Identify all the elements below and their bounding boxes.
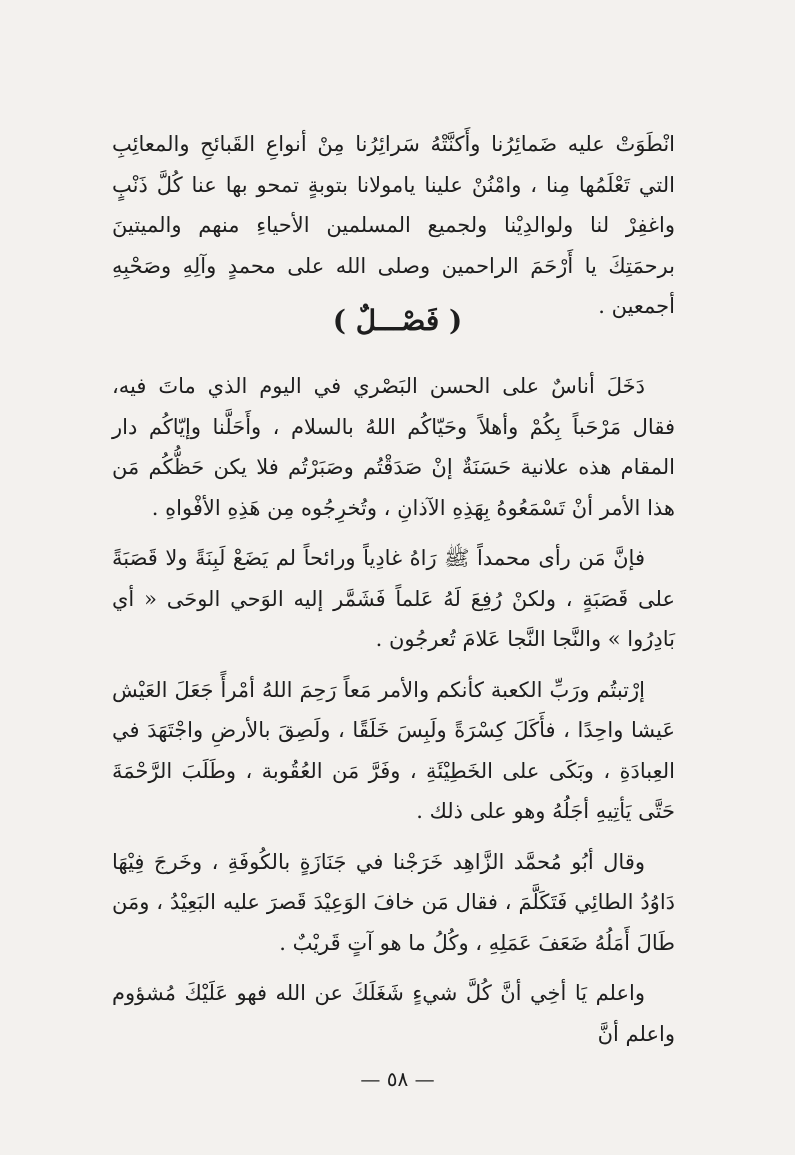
paragraph-closing-line: واعلم يَا أخِي أنَّ كُلَّ شيءٍ شَغَلَكَ عن الله فهو عَلَيْكَ مُشؤوم واعلم أنَّ [112,981,675,1046]
main-text-block [112,366,675,1054]
paragraph-hasan-basri: دَخَلَ أناسٌ على الحسن البَصْري في اليوم الذي ماتَ فيه، فقال مَرْحَباً بِكُمْ وأهلاً وحَيّاكُم اللهُ بالسلام ، وأَحَلَّنا وإيّاكُم دار المقام هذه علانية حَسَنَةٌ إنْ صَدَقْتُم وصَبَرْتُم فلا يكن حَظُّكُم مَن هذا الأمر أنْ تَسْمَعُوهُ بِهَذِهِ الآذانِ ، وتُخرِجُوه مِن هَذِهِ الأفْواهِ . [112,374,675,520]
paragraph-abu-muhammad: وقال أبُو مُحمَّد الزَّاهِد خَرَجْنا في جَنَازَةٍ بالكُوفَةِ ، وخَرجَ فِيْهَا دَاوُدُ الطائِي فَتَكَلَّمَ ، فقال مَن خافَ الوَعِيْدَ قَصرَ عليه البَعِيْدُ ، ومَن طَالَ أَمَلُهُ ضَعَفَ عَمَلِهِ ، وكُلُ ما هو آتٍ قَريْبٌ . [112,849,675,955]
paragraph-prophet: فإنَّ مَن رأى محمداً ﷺ رَاهُ غادِياً ورائحاً لم يَضَعْ لَبِنَةً ولا قَصَبَةً على قَصَبَةٍ ، ولكنْ رُفِعَ لَهُ عَلماً فَشَمَّر إليه الوَحي الوحَى « أي بَادِرُوا » والنَّجا النَّجا عَلامَ تُعرجُون . [112,546,675,651]
section-heading: ( فَصْـــلٌ ) [332,304,463,337]
paragraph-closing-prayer: انْطَوَتْ عليه ضَمائِرُنا وأَكنَّتْهُ سَرائِرُنا مِنْ أنواعِ القَبائحِ والمعائِبِ التي تَعْلَمُها مِنا ، وامْنُنْ علينا يامولانا بتوبةٍ تمحو بها عنا كُلَّ ذَنْبٍ واغفِرْ لنا ولوالدِيْنا ولجميع المسلمين الأحياءِ منهم والميتينَ برحمَتِكَ يا أَرْحَمَ الراحمين وصلى الله على محمدٍ وآلِهِ وصَحْبِهِ أجمعين . [112,132,675,318]
page-number: — ٥٨ — [360,1067,435,1091]
paragraph-kaaba: إرْتبتُم ورَبِّ الكعبة كأنكم والأمر مَعاً رَحِمَ اللهُ أمْرأً جَعَلَ العَيْش عَيشا واحِدًا ، فأَكَلَ كِسْرَةً ولَبِسَ خَلَقًا ، ولَصِقَ بالأرضِ واجْتَهَدَ في العِبادَةِ ، وبَكَى على الخَطِيْئَةِ ، وفَرَّ مَن العُقُوبة ، وطَلَبَ الرَّحْمَةَ حَتَّى يَأتِيهِ أجَلُهُ وهو على ذلك . [112,677,675,823]
